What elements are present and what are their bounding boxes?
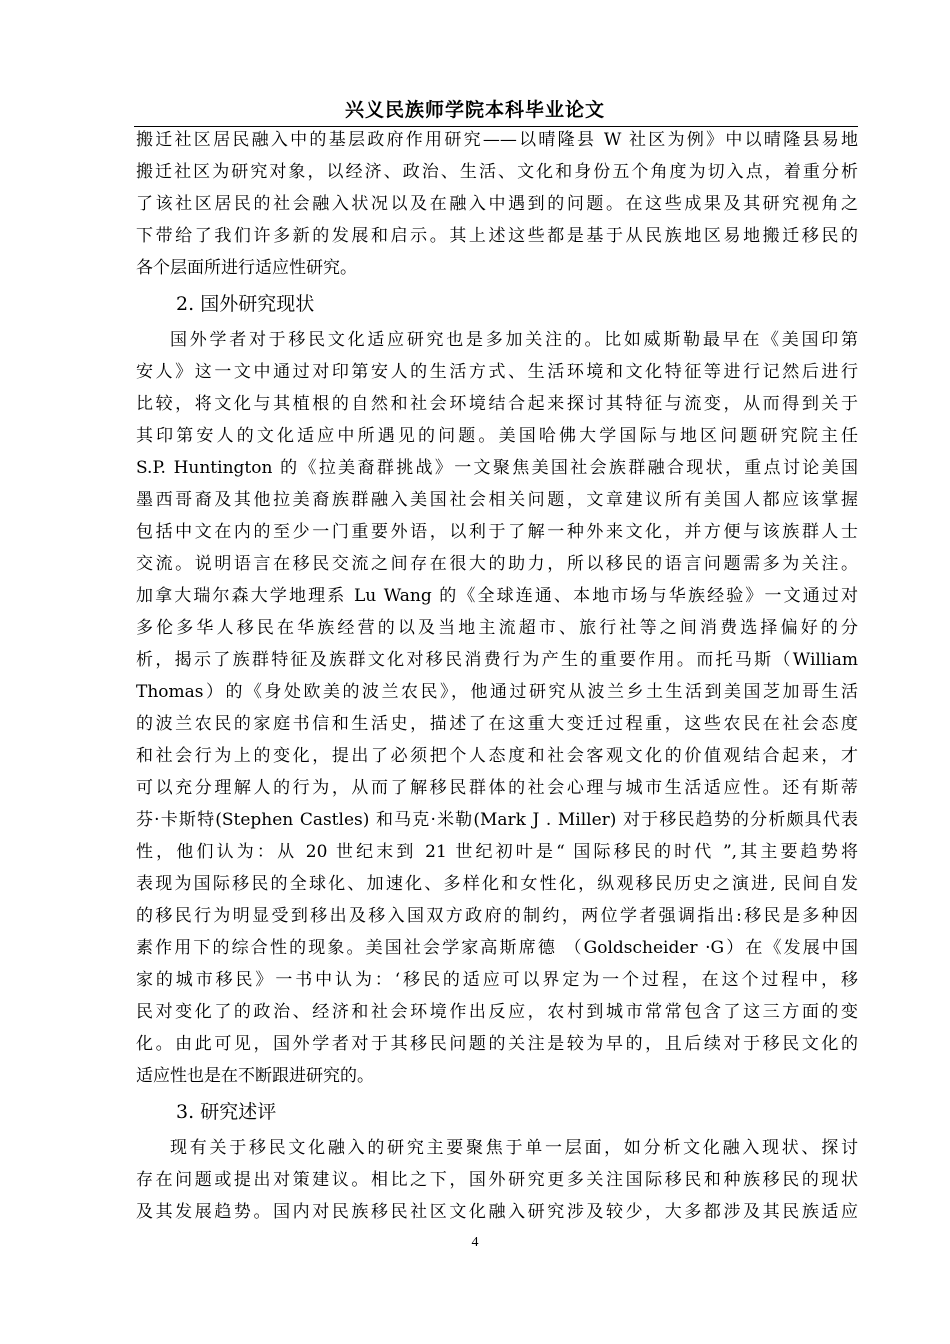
text-line: 现有关于移民文化融入的研究主要聚焦于单一层面，如分析文化融入现状、探讨 [170, 1138, 858, 1158]
text-line: S.P. Huntington 的《拉美裔群挑战》一文聚焦美国社会族群融合现状，重点讨论美国 [136, 458, 858, 478]
text-line: 化。由此可见，国外学者对于其移民问题的关注是较为早的，且后续对于移民文化的 [136, 1034, 858, 1054]
text-line: 加拿大瑞尔森大学地理系 Lu Wang 的《全球连通、本地市场与华族经验》一文通过对 [136, 586, 858, 606]
text-line: 搬迁社区居民融入中的基层政府作用研究——以晴隆县 W 社区为例》中以晴隆县易地 [136, 130, 858, 150]
text-line: 各个层面所进行适应性研究。 [136, 258, 357, 278]
text-line: 表现为国际移民的全球化、加速化、多样化和女性化，纵观移民历史之演进, 民间自发 [136, 874, 858, 894]
body-text [136, 124, 858, 1228]
text-line: 交流。说明语言在移民交流之间存在很大的助力，所以移民的语言问题需多为关注。 [136, 554, 858, 574]
text-line: 可以充分理解人的行为，从而了解移民群体的社会心理与城市生活适应性。还有斯蒂 [136, 778, 858, 798]
paragraph-1 [136, 124, 858, 284]
text-line: 性，他们认为：从 20 世纪末到 21 世纪初叶是“ 国际移民的时代 ”,其主要趋势将 [136, 842, 858, 862]
text-line: 包括中文在内的至少一门重要外语，以利于了解一种外来文化，并方便与该族群人士 [136, 522, 858, 542]
section-title: 研究述评 [200, 1101, 277, 1123]
text-line: 及其发展趋势。国内对民族移民社区文化融入研究涉及较少，大多都涉及其民族适应 [136, 1202, 858, 1222]
text-line: 素作用下的综合性的现象。美国社会学家高斯席德 （Goldscheider ·G）在《发展中国 [136, 938, 858, 958]
section-heading-research-review [136, 1092, 858, 1132]
page-number: 4 [471, 1235, 479, 1250]
text-line: 墨西哥裔及其他拉美裔族群融入美国社会相关问题，文章建议所有美国人都应该掌握 [136, 490, 858, 510]
text-line: 的波兰农民的家庭书信和生活史，描述了在这重大变迁过程重，这些农民在社会态度 [136, 714, 858, 734]
text-line: 安人》这一文中通过对印第安人的生活方式、生活环境和文化特征等进行记然后进行 [136, 362, 858, 382]
text-line: 下带给了我们许多新的发展和启示。其上述这些都是基于从民族地区易地搬迁移民的 [136, 226, 858, 246]
text-line: Thomas）的《身处欧美的波兰农民》，他通过研究从波兰乡土生活到美国芝加哥生活 [136, 682, 858, 702]
text-line: 比较，将文化与其植根的自然和社会环境结合起来探讨其特征与流变，从而得到关于 [136, 394, 858, 414]
text-line: 搬迁社区为研究对象，以经济、政治、生活、文化和身份五个角度为切入点，着重分析 [136, 162, 858, 182]
section-heading-foreign-research [136, 284, 858, 324]
text-line: 民对变化了的政治、经济和社会环境作出反应，农村到城市常常包含了这三方面的变 [136, 1002, 858, 1022]
text-line: 多伦多华人移民在华族经营的以及当地主流超市、旅行社等之间消费选择偏好的分 [136, 618, 858, 638]
text-line: 的移民行为明显受到移出及移入国双方政府的制约，两位学者强调指出:移民是多种因 [136, 906, 858, 926]
text-line: 芬·卡斯特(Stephen Castles) 和马克·米勒(Mark J . Miller) 对于移民趋势的分析颇具代表 [136, 810, 858, 830]
section-number: 2. [176, 293, 195, 315]
text-line: 存在问题或提出对策建议。相比之下，国外研究更多关注国际移民和种族移民的现状 [136, 1170, 858, 1190]
text-line: 适应性也是在不断跟进研究的。 [136, 1066, 374, 1086]
section-title: 国外研究现状 [200, 293, 315, 315]
text-line: 了该社区居民的社会融入状况以及在融入中遇到的问题。在这些成果及其研究视角之 [136, 194, 858, 214]
paragraph-2 [136, 324, 858, 1092]
running-header: 兴义民族师学院本科毕业论文 [344, 99, 605, 121]
text-line: 其印第安人的文化适应中所遇见的问题。美国哈佛大学国际与地区问题研究院主任 [136, 426, 858, 446]
section-number: 3. [176, 1101, 195, 1123]
text-line: 和社会行为上的变化，提出了必须把个人态度和社会客观文化的价值观结合起来，才 [136, 746, 858, 766]
text-line: 国外学者对于移民文化适应研究也是多加关注的。比如威斯勒最早在《美国印第 [170, 330, 858, 350]
paragraph-3 [136, 1132, 858, 1228]
text-line: 家的城市移民》一书中认为：‘移民的适应可以界定为一个过程，在这个过程中，移 [136, 970, 858, 990]
text-line: 析，揭示了族群特征及族群文化对移民消费行为产生的重要作用。而托马斯（William [136, 650, 858, 670]
